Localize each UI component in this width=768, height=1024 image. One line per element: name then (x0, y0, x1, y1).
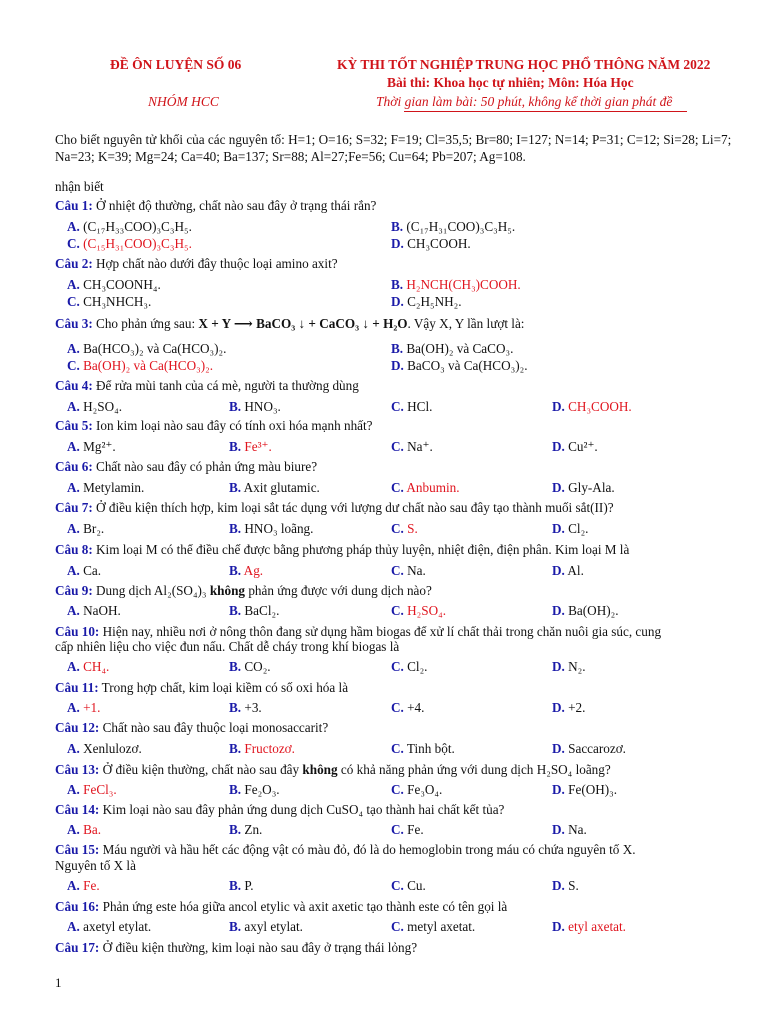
question-11: Câu 11: Trong hợp chất, kim loại kiềm có số oxi hóa là (55, 680, 349, 695)
q16-option-a: A. axetyl etylat. (67, 919, 152, 934)
question-7: Câu 7: Ở điều kiện thích hợp, kim loại sắt tác dụng với lượng dư chất nào sau đây tạo thành muối sắt(II)? (55, 500, 614, 515)
section-label: nhận biết (55, 179, 104, 194)
q6-option-c: C. Anbumin. (391, 480, 460, 495)
exam-subject: Bài thi: Khoa học tự nhiên; Môn: Hóa Học (387, 75, 634, 90)
question-10: Câu 10: Hiện nay, nhiều nơi ở nông thôn đang sử dụng hầm biogas để xử lí chất thải trong chăn nuôi gia súc, cung (55, 624, 662, 639)
q6-option-d: D. Gly-Ala. (552, 480, 615, 495)
exam-time: Thời gian làm bài: 50 phút, không kể thời gian phát đề (376, 94, 673, 109)
q14-option-a: A. Ba. (67, 822, 102, 837)
q3-option-b: B. Ba(OH)₂ và CaCO₃. (391, 341, 514, 356)
q9-option-a: A. NaOH. (67, 603, 121, 618)
q1-option-b: B. (C₁₇H₃₁COO)₃C₃H₅. (391, 219, 516, 234)
q8-option-b: B. Ag. (229, 563, 264, 578)
question-15-cont: Nguyên tố X là (55, 858, 136, 873)
q3-option-d: D. BaCO₃ và Ca(HCO₃)₂. (391, 358, 528, 373)
q16-option-c: C. metyl axetat. (391, 919, 476, 934)
question-6: Câu 6: Chất nào sau đây có phản ứng màu biure? (55, 459, 318, 474)
question-9: Câu 9: Dung dịch Al₂(SO₄)₃ không phản ứng được với dung dịch nào? (55, 583, 432, 598)
q9-option-d: D. Ba(OH)₂. (552, 603, 619, 618)
q12-option-d: D. Saccarozơ. (552, 741, 626, 756)
q3-option-a: A. Ba(HCO₃)₂ và Ca(HCO₃)₂. (67, 341, 227, 356)
q2-option-a: A. CH₃COONH₄. (67, 277, 161, 292)
question-17: Câu 17: Ở điều kiện thường, kim loại nào sau đây ở trạng thái lỏng? (55, 940, 418, 955)
question-label: Câu 1: (55, 198, 93, 213)
q10-option-b: B. CO₂. (229, 659, 271, 674)
question-12: Câu 12: Chất nào sau đây thuộc loại monosaccarit? (55, 720, 329, 735)
q3-option-c: C. Ba(OH)₂ và Ca(HCO₃)₂. (67, 358, 214, 373)
question-13: Câu 13: Ở điều kiện thường, chất nào sau đây không có khả năng phản ứng với dung dịch H₂SO₄ loãng? (55, 762, 611, 777)
q10-option-a: A. CH₄. (67, 659, 110, 674)
q7-option-b: B. HNO₃ loãng. (229, 521, 314, 536)
q2-option-c: C. CH₃NHCH₃. (67, 294, 152, 309)
question-16: Câu 16: Phản ứng este hóa giữa ancol etylic và axit axetic tạo thành este có tên gọi là (55, 899, 508, 914)
q7-option-d: D. Cl₂. (552, 521, 589, 536)
q5-option-b: B. Fe³⁺. (229, 439, 272, 454)
question-14: Câu 14: Kim loại nào sau đây phản ứng dung dịch CuSO₄ tạo thành hai chất kết tủa? (55, 802, 505, 817)
reaction-equation: X + Y ⟶ BaCO₃ ↓ + CaCO₃ ↓ + H₂O (198, 316, 408, 331)
q15-option-b: B. P. (229, 878, 254, 893)
q5-option-a: A. Mg²⁺. (67, 439, 116, 454)
q11-option-c: C. +4. (391, 700, 425, 715)
q15-option-c: C. Cu. (391, 878, 426, 893)
q8-option-d: D. Al. (552, 563, 584, 578)
page-number: 1 (55, 975, 62, 990)
question-1 (55, 198, 376, 214)
q12-option-b: B. Fructozơ. (229, 741, 295, 756)
q7-option-a: A. Br₂. (67, 521, 105, 536)
q4-option-d: D. CH₃COOH. (552, 399, 632, 414)
exam-number-title: ĐỀ ÔN LUYỆN SỐ 06 (110, 57, 242, 72)
q1-option-a: A. (C₁₇H₃₃COO)₃C₃H₅. (67, 219, 192, 234)
q4-option-a: A. H₂SO₄. (67, 399, 122, 414)
q13-option-b: B. Fe₂O₃. (229, 782, 280, 797)
q11-option-b: B. +3. (229, 700, 262, 715)
question-text: Ở nhiệt độ thường, chất nào sau đây ở trạng thái rắn? (96, 198, 377, 213)
question-10-cont: cấp nhiên liệu cho việc đun nấu. Chất dễ cháy trong khí biogas là (55, 639, 400, 654)
q4-option-b: B. HNO₃. (229, 399, 281, 414)
q11-option-a: A. +1. (67, 700, 101, 715)
q9-option-b: B. BaCl₂. (229, 603, 280, 618)
q15-option-d: D. S. (552, 878, 579, 893)
q9-option-c: C. H₂SO₄. (391, 603, 446, 618)
q6-option-a: A. Metylamin. (67, 480, 145, 495)
group-name: NHÓM HCC (148, 94, 219, 109)
question-2: Câu 2: Hợp chất nào dưới đây thuộc loại amino axit? (55, 256, 338, 271)
question-15: Câu 15: Máu người và hầu hết các động vật có màu đỏ, đó là do hemoglobin trong máu có chứa nguyên tố X. (55, 842, 636, 857)
q13-option-c: C. Fe₃O₄. (391, 782, 443, 797)
exam-main-title: KỲ THI TỐT NGHIỆP TRUNG HỌC PHỔ THÔNG NĂM 2022 (337, 57, 711, 72)
q16-option-d: D. etyl axetat. (552, 919, 626, 934)
q5-option-d: D. Cu²⁺. (552, 439, 598, 454)
question-5: Câu 5: Ion kim loại nào sau đây có tính oxi hóa mạnh nhất? (55, 418, 373, 433)
q4-option-c: C. HCl. (391, 399, 433, 414)
q1-option-c: C. (C₁₅H₃₁COO)₃C₃H₅. (67, 236, 192, 251)
q13-option-d: D. Fe(OH)₃. (552, 782, 618, 797)
q10-option-c: C. Cl₂. (391, 659, 428, 674)
q14-option-d: D. Na. (552, 822, 587, 837)
q14-option-b: B. Zn. (229, 822, 263, 837)
question-8: Câu 8: Kim loại M có thể điều chế được bằng phương pháp thủy luyện, nhiệt điện, điện phân. Kim loại M là (55, 542, 630, 557)
q7-option-c: C. S. (391, 521, 418, 536)
q14-option-c: C. Fe. (391, 822, 424, 837)
q12-option-a: A. Xenlulozơ. (67, 741, 142, 756)
q2-option-b: B. H₂NCH(CH₃)COOH. (391, 277, 521, 292)
q5-option-c: C. Na⁺. (391, 439, 433, 454)
question-3: Câu 3: Cho phản ứng sau: X + Y ⟶ BaCO₃ ↓ + CaCO₃ ↓ + H₂O. Vậy X, Y lần lượt là: (55, 316, 525, 331)
q6-option-b: B. Axit glutamic. (229, 480, 320, 495)
q11-option-d: D. +2. (552, 700, 586, 715)
q15-option-a: A. Fe. (67, 878, 100, 893)
q1-option-d: D. CH₃COOH. (391, 236, 471, 251)
q12-option-c: C. Tinh bột. (391, 741, 455, 756)
question-4: Câu 4: Để rửa mùi tanh của cá mè, người ta thường dùng (55, 378, 359, 393)
q2-option-d: D. C₂H₅NH₂. (391, 294, 462, 309)
q13-option-a: A. FeCl₃. (67, 782, 117, 797)
time-underline (404, 111, 687, 112)
atomic-mass-note: Cho biết nguyên tử khối của các nguyên tố: H=1; O=16; S=32; F=19; Cl=35,5; Br=80; I=127; N=14; P=31; C=12; Si=28; Li=7; Na=23; K=39; Mg=24; Ca=40; Ba=137; Sr=88; Al=27;Fe=56; Cu=64; Pb=207; Ag=108. (55, 132, 732, 164)
q8-option-a: A. Ca. (67, 563, 102, 578)
q8-option-c: C. Na. (391, 563, 426, 578)
q16-option-b: B. axyl etylat. (229, 919, 303, 934)
q10-option-d: D. N₂. (552, 659, 586, 674)
